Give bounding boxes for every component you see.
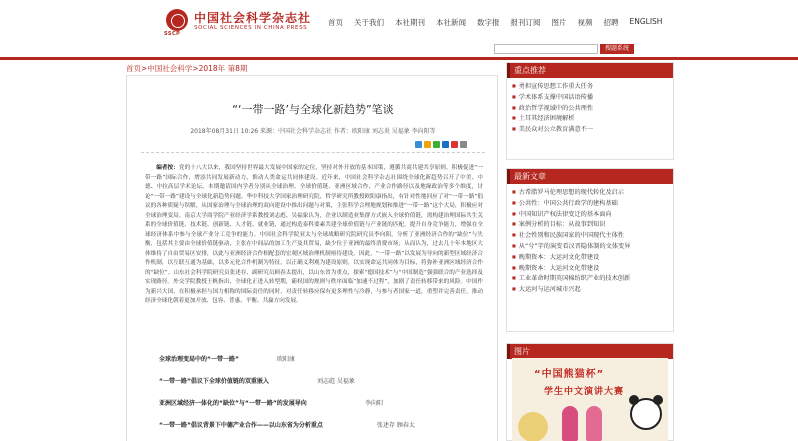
related-article[interactable]: 亚洲区域经济一体化的“缺位”与“一带一路”的发展导向 李向阳: [159, 400, 384, 407]
related-author: 李向阳: [365, 400, 384, 407]
nav-journals[interactable]: 本社期刊: [395, 18, 425, 27]
share-qzone-icon[interactable]: [424, 141, 431, 148]
search-button[interactable]: 搜题系统: [600, 44, 634, 54]
nav-videos[interactable]: 视频: [577, 18, 593, 27]
list-item[interactable]: ■ 学术体系支撑中国话语传播: [512, 92, 668, 103]
related-article[interactable]: “一带一路”倡议下全球价值链的双重嵌入 刘志彪 吴福象: [159, 378, 355, 385]
logo-subtitle: SOCIAL SCIENCES IN CHINA PRESS: [194, 25, 308, 31]
share-wechat-icon[interactable]: [433, 141, 440, 148]
editor-note-text: 党的十八大以来，我国坚持世界最大发展中国家的定位，坚持对外开放的基本国策，遵循共商共建共享原则，积极促进“一带一路”国际合作，增添共同发展新动力，推动人类命运共同体建设。近年来，中国社会科学杂志社围绕全球化新趋势召开了中美、中德、中拉高层学术论坛。本期邀请国内学者分别从全球治理、全球价值链、亚洲区域合作、产业合作路径以及地缘政治等多个维度，讨论“一带一路”建设与全球化新趋势问题。华中科技大学国家治理研究院、哲学研究所教授欧阳康指出，有针对性地回应了对“一带一路”倡议的各种质疑与误解，从国家治理与全球治理的双向建设中推出问题与对策，主张科学合理地规划和推进“一带一路”这个大局，积极应对全球治理变局。南京大学商学院产业经济学系教授刘志彪、吴福象认为，企业以制造业集群方式嵌入全球价值链，需构建治理国际共生关系的全球价值链、技术链、创新链、人才链、就业链，通过构造泰科要素共建全球价值链与产业链的匹配，提升自身竞争能力，增强在全球经济体系中参与全球产业分工竞争的能力。中国社会科学院亚太与全球战略研究院研究员李向阳，分析了亚洲经济合作的“缺位”与失衡，包括其主要由全球价值链驱动，主张在中间品的加工生产及其贸易，缺少位于亚洲的最终消费市场；从而认为，过去几十年本地区大体维持了自由贸易区安排，以此与亚洲经济合作相配套的宏观区域治理机制亟待建设。因此，“一带一路”以发展为导向的新型区域经济合作机制，以互联互通为基础，以多元化合作机制为特征，以正确义利观为建设原则，以实现命运共同体为目标，将弥补亚洲区域经济合作的“缺位”。山东社会科学院研究员张述存、副研究员顾春太提出，以山东省为重点，探索“德国技术”与“中国制造”强强联合的产业选择及实现路径。外交学院教授王帆指出，全球化正进入转型期，霸权国的规则与秩序面临“加速不过程”，加剧了责任转移带来的风险。中国作为新兴大国，在积极承担与国力相称的国际责任的同时，对责任转移应保有更多理性与冷静，与参与者国家一道，重塑并完善责任，推动经济全球化朝着更加开放、包容、普惠、平衡、共赢方向发展。: [145, 165, 483, 304]
nav-digital-paper[interactable]: 数字报: [477, 18, 500, 27]
share-renren-icon[interactable]: [451, 141, 458, 148]
poster-flower-decoration: [518, 412, 548, 441]
list-item[interactable]: ■ 案例分析的目标：从故事到知识: [512, 219, 668, 230]
related-author: 刘志彪 吴福象: [317, 378, 355, 385]
list-item[interactable]: ■ 社会性别和民族国家的中国现代主体性: [512, 230, 668, 241]
contest-poster-image[interactable]: [512, 358, 668, 441]
photos-header: 图片: [507, 344, 673, 359]
sscp-logo-icon[interactable]: [166, 9, 188, 31]
search-bar: [0, 44, 798, 58]
related-author: 张述存 顾春太: [377, 422, 415, 429]
nav-english[interactable]: ENGLISH: [629, 17, 663, 26]
related-article[interactable]: 全球治理变局中的“一带一路” 欧阳康: [159, 356, 296, 363]
logo-title[interactable]: 中国社会科学杂志社: [194, 11, 312, 25]
nav-about[interactable]: 关于我们: [354, 18, 384, 27]
list-item[interactable]: ■ 土耳其经济困境解析: [512, 113, 668, 124]
logo-abbr: SSCP: [164, 31, 181, 37]
list-item[interactable]: ■ 大运河与运河城市兴起: [512, 284, 668, 295]
related-article[interactable]: “一带一路”倡议背景下中德产业合作——以山东省为分析重点 张述存 顾春太: [159, 422, 415, 429]
share-weibo-icon[interactable]: [415, 141, 422, 148]
editor-note-label: 编者按：: [156, 165, 179, 171]
featured-header: 重点推荐: [507, 63, 673, 78]
list-item[interactable]: ■ 美民众对公立教育满意不一: [512, 124, 668, 135]
article-meta: 2018年08月31日 10:26 来源：中国社会科学杂志社 作者：欧阳康 刘志炎 吴福象 李向阳等: [190, 128, 436, 135]
latest-list: [507, 184, 673, 298]
article-title: “‘一带一路’与全球化新趋势”笔谈: [232, 103, 394, 116]
share-tencent-icon[interactable]: [442, 141, 449, 148]
related-author: 欧阳康: [277, 356, 296, 363]
breadcrumb-journal[interactable]: 中国社会科学: [147, 64, 193, 73]
breadcrumb-sep: >: [192, 64, 199, 73]
breadcrumb-issue[interactable]: 2018年 第8期: [198, 64, 248, 73]
list-item[interactable]: ■ 从“兮”字的演变看汉晋隐体制的文体变异: [512, 241, 668, 252]
poster-subtitle: 学生中文演讲大赛: [544, 387, 625, 397]
latest-header: 最新文章: [507, 169, 673, 184]
article-body: [145, 164, 483, 307]
site-header: [0, 0, 798, 44]
list-item[interactable]: ■ 中国知识产权法律变迁的基本面向: [512, 209, 668, 220]
latest-panel: [506, 168, 674, 332]
article-divider: [141, 152, 485, 153]
main-nav: [328, 17, 673, 28]
share-bar: [415, 141, 469, 148]
list-item[interactable]: ■ 晚期资本：大运河文化带建设: [512, 252, 668, 263]
list-item[interactable]: ■ 晚期资本：大运河文化带建设: [512, 263, 668, 274]
list-item[interactable]: ■ 公共性：中国公共行政学的建构基础: [512, 198, 668, 209]
list-item[interactable]: ■ 政治哲学视域中的公共理性: [512, 103, 668, 114]
search-input[interactable]: [494, 44, 598, 54]
featured-list: [507, 78, 673, 138]
nav-photos[interactable]: 图片: [551, 18, 567, 27]
poster-figure: [562, 406, 578, 441]
list-item[interactable]: ■ 古希腊罗马伦理思想的现代转化及启示: [512, 187, 668, 198]
nav-subscribe[interactable]: 报刊订阅: [510, 18, 541, 27]
breadcrumb-home[interactable]: 首页: [126, 64, 141, 73]
list-item[interactable]: ■ 勇担宣传思想工作重大任务: [512, 81, 668, 92]
header-divider: [0, 57, 798, 60]
panda-mascot-icon: [630, 398, 662, 430]
nav-jobs[interactable]: 招聘: [603, 18, 619, 27]
share-more-icon[interactable]: [460, 141, 467, 148]
nav-news[interactable]: 本社新闻: [436, 18, 466, 27]
breadcrumb-sep: >: [141, 64, 148, 73]
breadcrumb: [126, 63, 247, 74]
article-panel: [126, 75, 498, 441]
poster-figure: [586, 406, 602, 441]
featured-panel: [506, 62, 674, 160]
poster-title: “中国熊猫杯”: [534, 369, 605, 380]
nav-home[interactable]: 首页: [328, 18, 343, 27]
list-item[interactable]: ■ 工业革命时期英国棉纺织产业的技术创新: [512, 273, 668, 284]
